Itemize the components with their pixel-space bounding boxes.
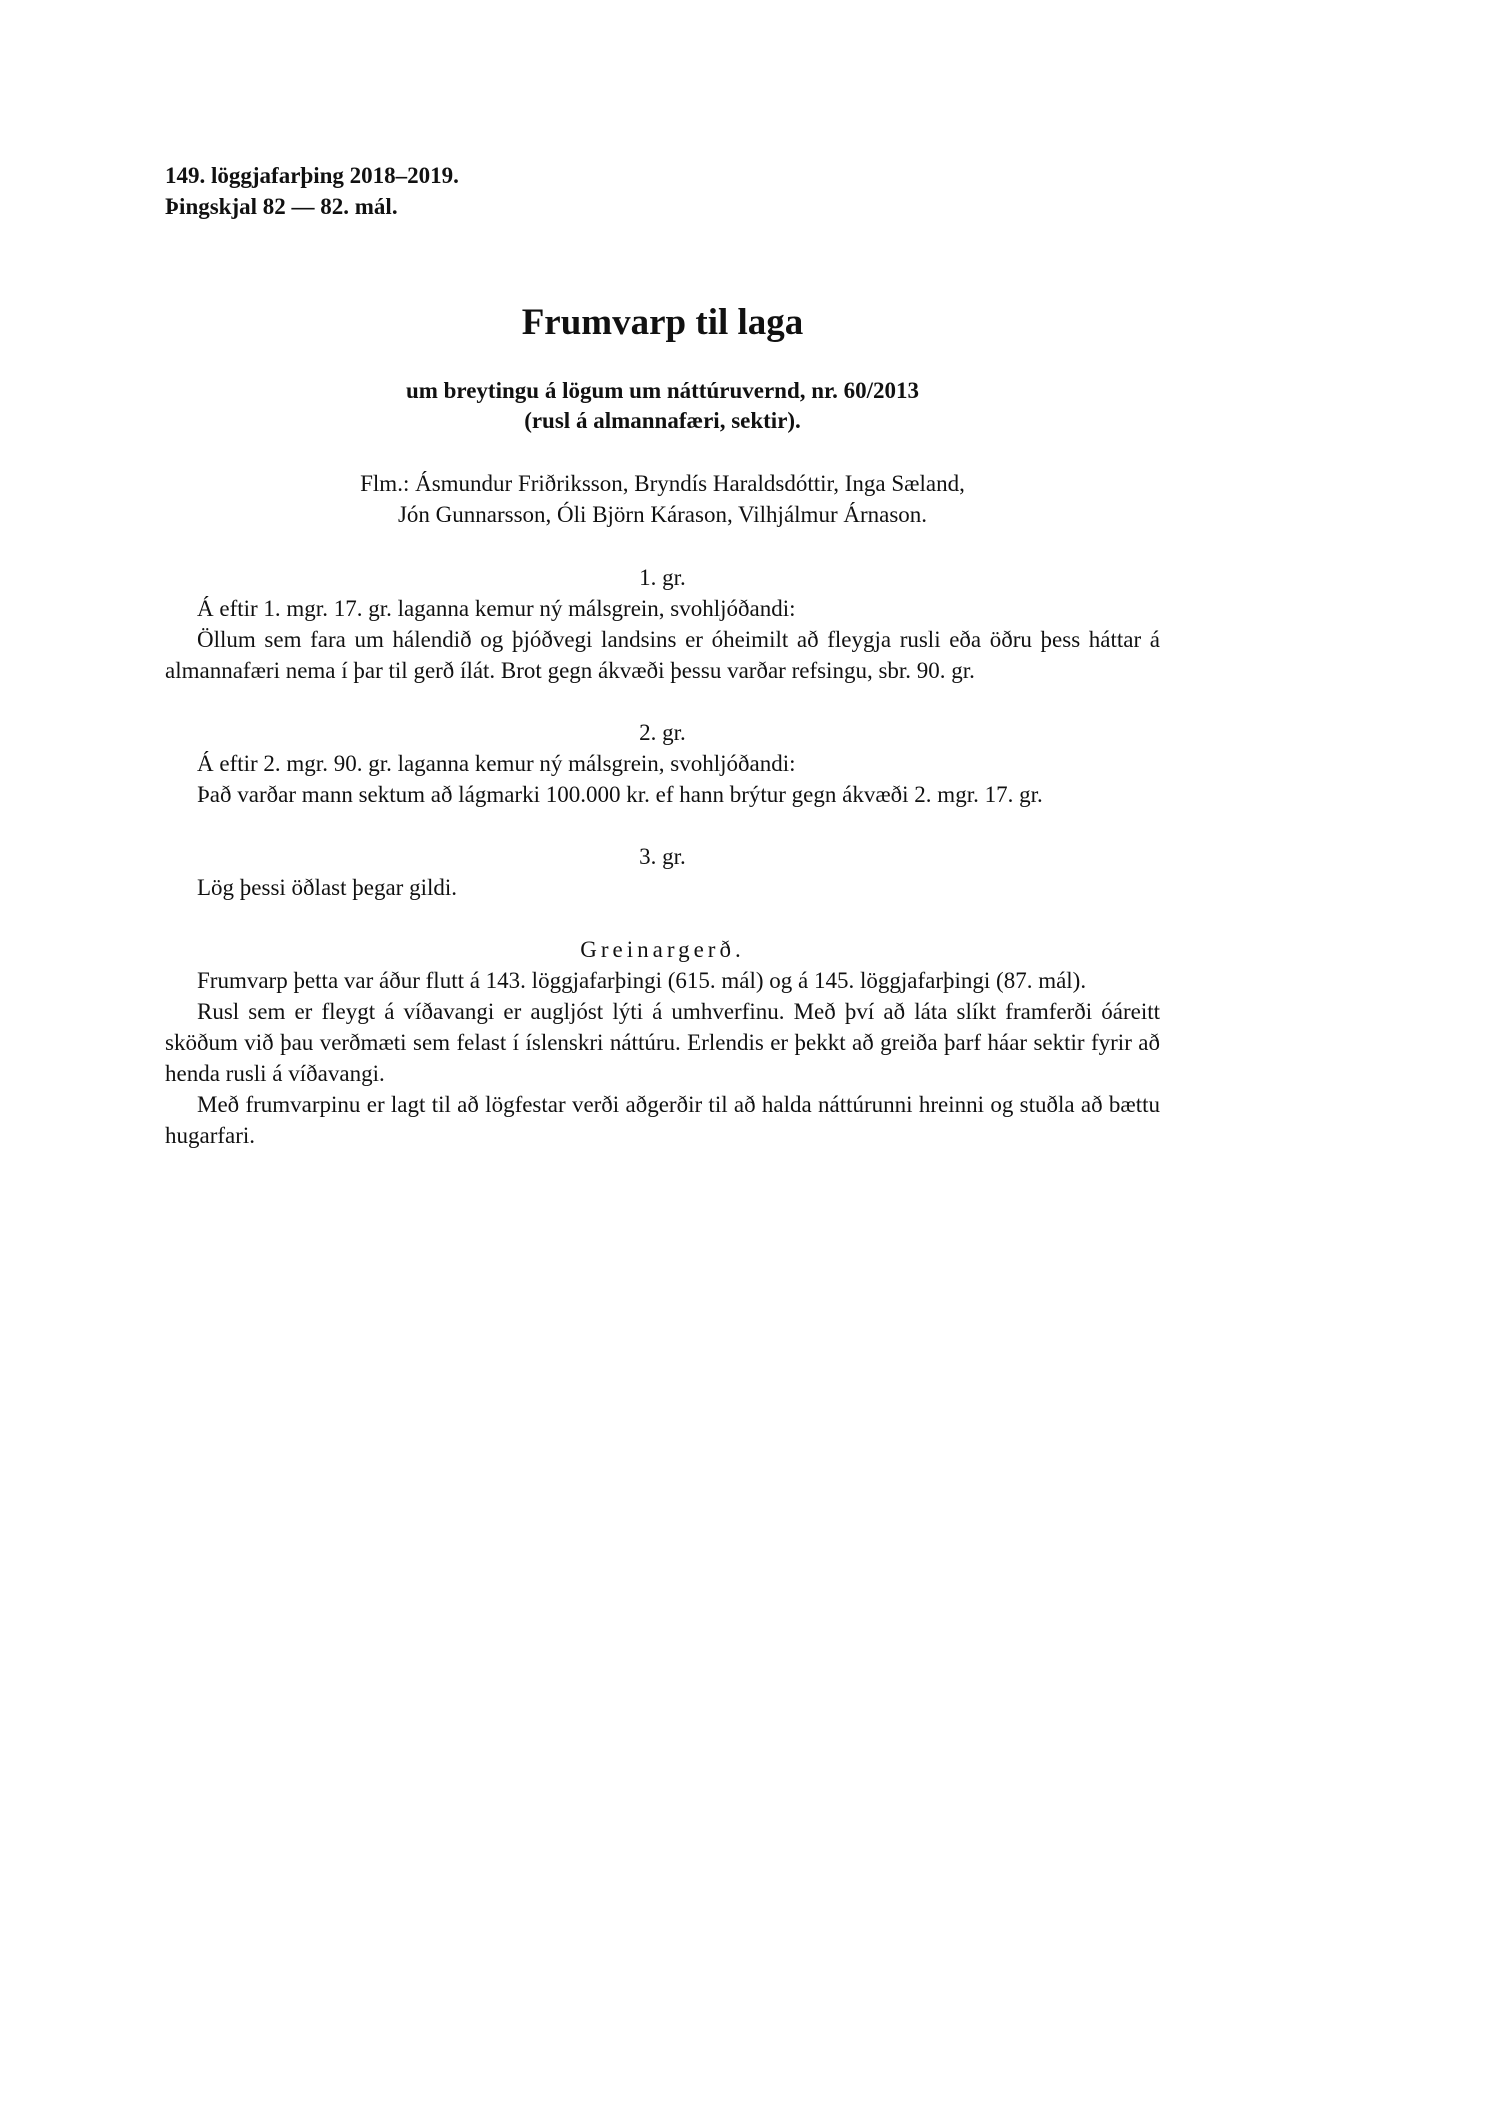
subtitle-line-1: um breytingu á lögum um náttúruvernd, nr. 60/2013: [405, 378, 920, 403]
sponsors: [165, 468, 1160, 530]
article-paragraph: Það varðar mann sektum að lágmarki 100.000 kr. ef hann brýtur gegn ákvæði 2. mgr. 17. gr.: [197, 782, 1043, 807]
article-paragraph: Á eftir 1. mgr. 17. gr. laganna kemur ný málsgrein, svohljóðandi:: [197, 596, 796, 621]
document-header: [165, 160, 459, 222]
subtitle-line-2: (rusl á almannafæri, sektir).: [524, 408, 801, 433]
article-heading: 3. gr.: [639, 844, 686, 869]
session-line: 149. löggjafarþing 2018–2019.: [165, 163, 459, 188]
sponsors-line-2: Jón Gunnarsson, Óli Björn Kárason, Vilhjálmur Árnason.: [397, 502, 928, 527]
explanatory-notes: [165, 934, 1160, 1151]
document-number-line: Þingskjal 82 — 82. mál.: [165, 194, 398, 219]
page-title: Frumvarp til laga: [521, 302, 804, 343]
article-paragraph: Öllum sem fara um hálendið og þjóðvegi landsins er óheimilt að fleygja rusli eða öðru þess háttar á almannafæri nema í þar til gerð ílát. Brot gegn ákvæði þessu varðar refsingu, sbr. 90. gr.: [165, 627, 1160, 683]
notes-paragraph: Frumvarp þetta var áður flutt á 143. löggjafarþingi (615. mál) og á 145. löggjafarþingi (87. mál).: [197, 968, 1087, 993]
notes-paragraph: Rusl sem er fleygt á víðavangi er augljóst lýti á umhverfinu. Með því að láta slíkt framferði óáreitt sköðum við þau verðmæti sem felast í íslenskri náttúru. Erlendis er þekkt að greiða þarf háar sektir fyrir að henda rusli á víðavangi.: [165, 999, 1160, 1086]
explanatory-notes-heading: Greinargerð.: [580, 937, 745, 962]
article-paragraph: Lög þessi öðlast þegar gildi.: [197, 875, 457, 900]
sponsors-line-1: Flm.: Ásmundur Friðriksson, Bryndís Haraldsdóttir, Inga Sæland,: [360, 471, 965, 496]
article-heading: 2. gr.: [639, 720, 686, 745]
bill-subtitle: [165, 376, 1160, 436]
notes-paragraph: Með frumvarpinu er lagt til að lögfestar verði aðgerðir til að halda náttúrunni hreinni og stuðla að bættu hugarfari.: [165, 1092, 1160, 1148]
article-2: [165, 717, 1160, 810]
article-paragraph: Á eftir 2. mgr. 90. gr. laganna kemur ný málsgrein, svohljóðandi:: [197, 751, 796, 776]
document-body: [165, 562, 1160, 1151]
article-3: [165, 841, 1160, 903]
article-1: [165, 562, 1160, 686]
article-heading: 1. gr.: [639, 565, 686, 590]
